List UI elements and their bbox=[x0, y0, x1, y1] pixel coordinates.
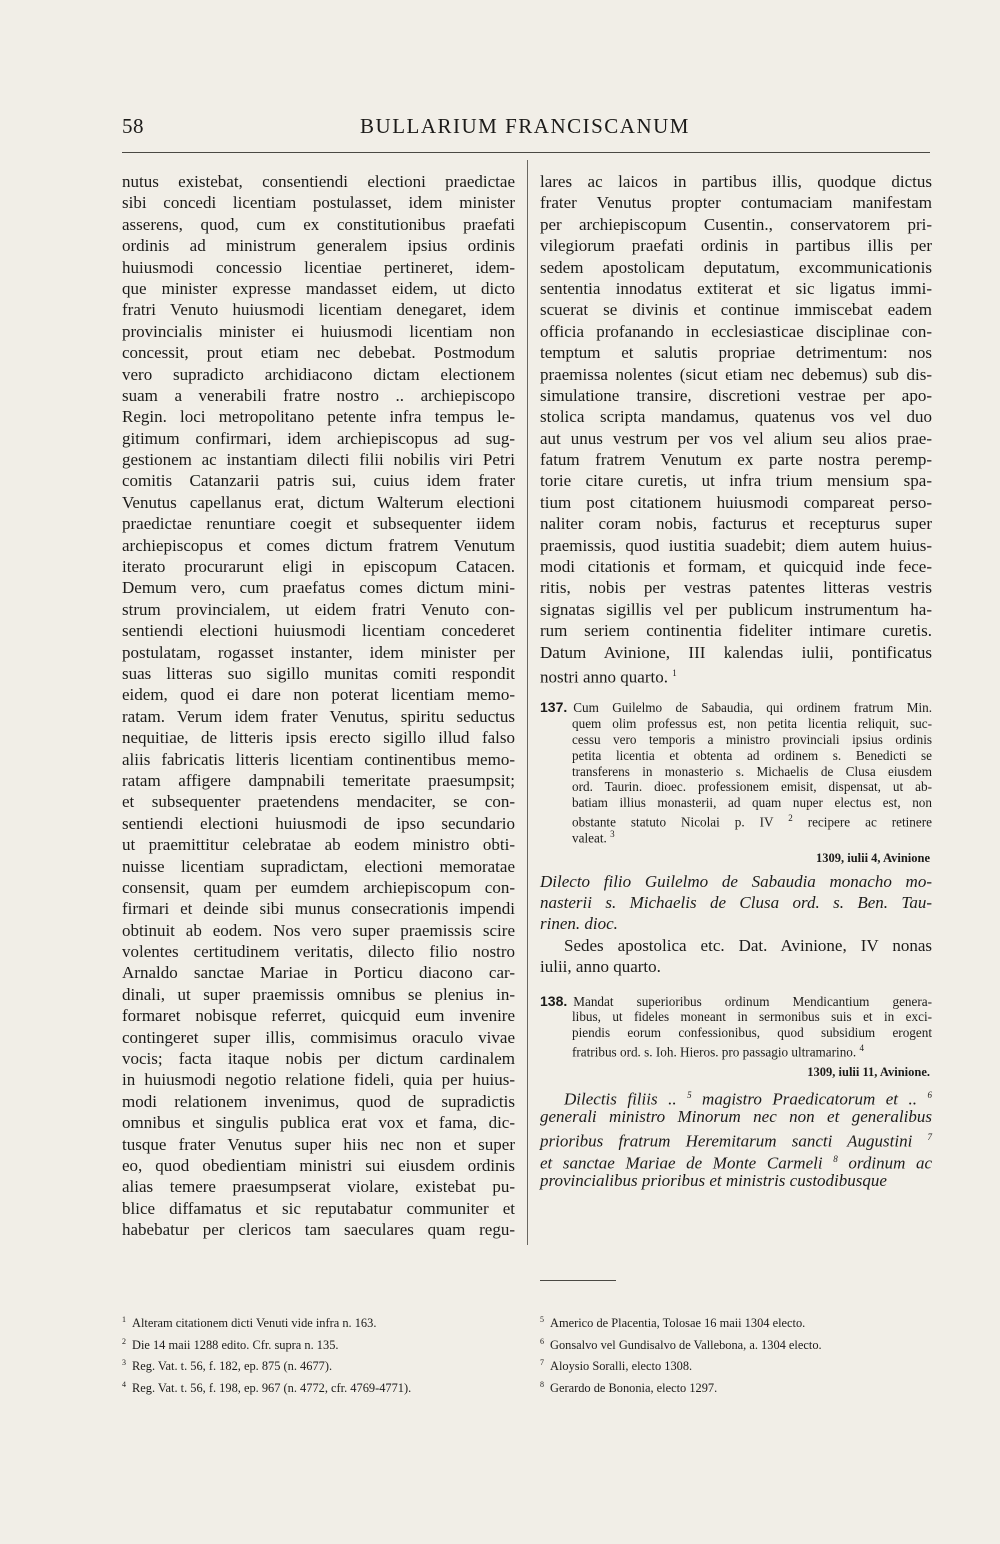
footnote-text: Americo de Placentia, Tolosae 16 maii 1304 electo. bbox=[550, 1316, 806, 1331]
running-title: BULLARIUM FRANCISCANUM bbox=[360, 114, 690, 138]
footnote-marker: 8 bbox=[540, 1379, 544, 1389]
footnote-ref: 4 bbox=[859, 1042, 864, 1053]
footnote-ref: 7 bbox=[927, 1132, 933, 1143]
text-line: et subsequenter praetendens mendaciter, se con- bbox=[122, 792, 515, 812]
text-line: Venutus capellanus erat, dictum Walterum electioni bbox=[122, 492, 515, 512]
footnote bbox=[122, 1311, 517, 1333]
left-column bbox=[122, 171, 515, 1241]
text-fragment: fratribus ord. s. Ioh. Hieros. pro passagio ultramarino. bbox=[572, 1044, 857, 1060]
text-fragment: Dilectis filiis .. bbox=[564, 1089, 677, 1109]
text-line bbox=[540, 1149, 933, 1173]
text-line: strum provincialem, ut eidem fratri Venuto con- bbox=[122, 599, 515, 619]
text-fragment: nostri anno quarto. bbox=[540, 667, 668, 687]
text-line: praedictae renuntiare coegit et subsequenter iidem bbox=[122, 514, 515, 534]
footnote-text: Gerardo de Bononia, electo 1297. bbox=[550, 1381, 718, 1395]
text-line: contingeret super illis, commisimus oraculo vivae bbox=[122, 1027, 515, 1047]
footnote-ref: 6 bbox=[927, 1089, 933, 1100]
text-line: nasterii s. Michaelis de Clusa ord. s. Ben. Tau- bbox=[540, 892, 932, 912]
text-line: praemissa nolentes (sicut etiam nec debemus) sub dis- bbox=[540, 364, 932, 384]
text-line: sibi concedi licentiam postulasset, idem minister bbox=[122, 193, 515, 213]
text-line: eo, quod obedientiam ministri sui eiusdem ordinis bbox=[122, 1155, 515, 1175]
text-fragment: recipere ac retinere bbox=[807, 814, 933, 830]
text-line: archiepiscopus et comes dictum fratrem Venutum bbox=[122, 535, 515, 555]
footnote bbox=[540, 1333, 932, 1355]
text-line: dinali, ut super praemissis omnibus se plenius in- bbox=[122, 984, 515, 1004]
text-line: nutus existebat, consentiendi electioni praedictae bbox=[122, 172, 515, 191]
text-line: Regin. loci metropolitano petente infra tempus le- bbox=[122, 407, 515, 427]
column-divider bbox=[527, 160, 528, 1245]
entry-137 bbox=[540, 700, 932, 977]
text-line: gitimum confirmari, idem archiepiscopus ad sug- bbox=[122, 428, 515, 448]
summary-line bbox=[540, 811, 933, 830]
text-line: Demum vero, cum praefatus comes dictum mini- bbox=[122, 578, 515, 598]
text-line: nuisse licentiam supradictam, electioni memoratae bbox=[122, 856, 515, 876]
entry-number: 138. bbox=[540, 992, 568, 1009]
text-line: vilegiorum praefati ordinis in partibus illis per bbox=[540, 236, 932, 256]
footnote-ref: 8 bbox=[833, 1153, 838, 1164]
footnotes-right bbox=[540, 1311, 932, 1398]
text-line: asserens, quod, cum ex constitutionibus praefati bbox=[122, 214, 515, 234]
text-line: aut unus vestrum per vos vel alium seu alios prae- bbox=[540, 428, 932, 448]
text-line: ritis, nobis per vestras patentes litteras vestris bbox=[540, 578, 932, 598]
text-line: omnibus et singulis publica erat vox et fama, dic- bbox=[122, 1113, 515, 1133]
summary-line bbox=[540, 1041, 932, 1060]
text-line: ut praemittitur celebratae ab eodem ministro obti- bbox=[122, 835, 515, 855]
text-line: Arnaldo sanctae Mariae in Porticu diacono car- bbox=[122, 963, 515, 983]
text-line: simulatione transire, discretioni vestrae per apo- bbox=[540, 385, 932, 405]
text-line: nequitiae, de litteris ipsis erecto sigillo illud falso bbox=[122, 728, 515, 748]
summary-line: ord. Taurin. dioec. professionem emisit, dispensat, ut ab- bbox=[572, 779, 932, 795]
text-line: temptum et salutis propriae detrimentum: nos bbox=[540, 343, 932, 363]
footnote-rule bbox=[540, 1280, 616, 1281]
entry-number: 137. bbox=[540, 699, 568, 716]
text-line: provincialibus prioribus et ministris custodibusque bbox=[540, 1171, 887, 1191]
text-line: Dilecto filio Guilelmo de Sabaudia monacho mo- bbox=[540, 871, 932, 891]
text-line: rinen. dioc. bbox=[540, 914, 618, 934]
footnote-ref: 2 bbox=[788, 812, 793, 823]
footnote bbox=[540, 1376, 932, 1398]
text-line: sentiendi electioni huiusmodi licentiam concederet bbox=[122, 621, 515, 641]
text-line: scuerat se divinis et continue immiscebat eadem bbox=[540, 300, 932, 320]
text-line: modi relationem invenimus, quod de supradictis bbox=[122, 1091, 515, 1111]
footnote-marker: 2 bbox=[122, 1336, 126, 1346]
footnote bbox=[122, 1354, 517, 1376]
page-number: 58 bbox=[122, 114, 144, 138]
text-line: sentiendi electioni huiusmodi de ipso secundario bbox=[122, 813, 515, 833]
text-line: iterato procurarunt eligi in episcopum Catacen. bbox=[122, 557, 515, 577]
text-line: in huiusmodi negotio relatione fideli, quia per huius- bbox=[122, 1070, 515, 1090]
text-line: habebatur per clericos tam saeculares quam regu- bbox=[122, 1220, 515, 1240]
text-line: que minister expresse mandasset eidem, ut dicto bbox=[122, 278, 515, 298]
text-fragment: obstante statuto Nicolai p. IV bbox=[572, 814, 774, 830]
summary-line: batiam illius monasterii, ad quam nuper electus est, non bbox=[572, 795, 932, 811]
text-line: tium post citationem huiusmodi compareat perso- bbox=[540, 492, 932, 512]
text-fragment: magistro Praedicatorum et .. bbox=[702, 1089, 918, 1109]
text-line: volentes certitudinem veritatis, dilecto filio nostro bbox=[122, 942, 515, 962]
footnotes-left bbox=[122, 1311, 517, 1398]
right-column bbox=[540, 171, 932, 1192]
footnote bbox=[122, 1376, 517, 1398]
text-line: comitis Catanzarii patris sui, cuius idem frater bbox=[122, 471, 515, 491]
text-fragment: et sanctae Mariae de Monte Carmeli bbox=[540, 1153, 823, 1173]
text-line: iulii, anno quarto. bbox=[540, 957, 661, 977]
text-line: huiusmodi concessio licentiae pertineret, idem- bbox=[122, 257, 515, 277]
header-rule bbox=[122, 152, 930, 153]
text-line: tusque frater Venutus super hiis nec non et super bbox=[122, 1134, 515, 1154]
footnote-text: Alteram citationem dicti Venuti vide infra n. 163. bbox=[132, 1316, 377, 1331]
page-header bbox=[122, 114, 928, 144]
text-line: signatas sigillis vel per publicum instrumentum ha- bbox=[540, 599, 932, 619]
text-line: sententia innodatus extiterat et sic ligatus immi- bbox=[540, 278, 932, 298]
text-line: frater Venutus propter contumaciam manifestam bbox=[540, 193, 932, 213]
text-line bbox=[540, 663, 932, 687]
footnote-marker: 6 bbox=[540, 1336, 544, 1346]
text-line: ratam affigere dampnabili temeritate praesumpsit; bbox=[122, 770, 515, 790]
text-line: consensit, quam per eumdem archiepiscopum con- bbox=[122, 877, 515, 897]
text-line: praemissis, quod iustitia suadebit; diem autem huius- bbox=[540, 535, 932, 555]
text-line: lares ac laicos in partibus illis, quodque dictus bbox=[540, 172, 932, 191]
footnote-ref: 5 bbox=[687, 1089, 692, 1100]
footnote-text: Die 14 maii 1288 edito. Cfr. supra n. 135. bbox=[132, 1337, 339, 1352]
text-line: Datum Avinione, III kalendas iulii, pontificatus bbox=[540, 642, 932, 662]
entry-address bbox=[540, 871, 932, 935]
footnote-marker: 7 bbox=[540, 1358, 544, 1368]
text-fragment: prioribus fratrum Heremitarum sancti Augustini bbox=[540, 1132, 913, 1152]
text-line bbox=[540, 1085, 933, 1109]
text-line: blice diffamatus et sic reputabatur communiter et bbox=[122, 1198, 515, 1218]
text-line: aliis fabricatis litteris licentiam continentibus memo- bbox=[122, 749, 515, 769]
text-line: officia profanando in ecclesiasticae disciplinae con- bbox=[540, 321, 932, 341]
text-line: vocis; facta itaque nobis per dictum cardinalem bbox=[122, 1049, 515, 1069]
entry-address bbox=[540, 1085, 932, 1192]
text-line: per archiepiscopum Cusentin., conservatorem pri- bbox=[540, 214, 932, 234]
text-line: stolica scripta mandamus, quatenus vos vel duo bbox=[540, 407, 932, 427]
text-line: rum seriem continentia fideliter intimare curetis. bbox=[540, 621, 932, 641]
footnote-text: Aloysio Soralli, electo 1308. bbox=[550, 1359, 693, 1374]
text-line: vero supradicto archidiacono dictam electionem bbox=[122, 364, 515, 384]
text-fragment: ordinum ac bbox=[848, 1153, 933, 1173]
summary-line: cessu vero temporis a ministro provinciali ipsius ordinis bbox=[572, 731, 932, 747]
text-line bbox=[540, 1127, 933, 1152]
text-line: gestionem ac instantiam dilecti filii nobilis viri Petri bbox=[122, 450, 515, 470]
text-line: suam a venerabili fratre nostro .. archiepiscopo bbox=[122, 385, 515, 405]
footnote-text: Gonsalvo vel Gundisalvo de Vallebona, a. 1304 electo. bbox=[550, 1337, 822, 1352]
footnote bbox=[540, 1354, 932, 1376]
text-line: fratri Venuto huiusmodi licentiam denegaret, idem bbox=[122, 300, 515, 320]
text-line: generali ministro Minorum nec non et generalibus bbox=[540, 1107, 932, 1127]
text-line: postulatam, rogasset instanter, idem minister per bbox=[122, 642, 515, 662]
summary-line: transferens in monasterio s. Michaelis de Clusa eiusdem bbox=[572, 763, 932, 779]
summary-line: quem olim professus est, non petita licentia reliquit, suc- bbox=[572, 716, 932, 732]
footnote bbox=[122, 1333, 517, 1355]
text-line: Sedes apostolica etc. Dat. Avinione, IV nonas bbox=[564, 935, 932, 955]
footnote-text: Reg. Vat. t. 56, f. 182, ep. 875 (n. 4677). bbox=[132, 1359, 333, 1374]
text-fragment: Cum Guilelmo de Sabaudia, qui ordinem fratrum Min. bbox=[573, 700, 932, 716]
footnote-ref: 1 bbox=[672, 667, 677, 678]
text-line: ordinis ad ministrum generalem ipsius ordinis bbox=[122, 236, 515, 256]
footnote-ref: 3 bbox=[610, 828, 615, 839]
text-line: concessit, prout etiam nec debebat. Postmodum bbox=[122, 343, 515, 363]
text-fragment: valeat. bbox=[572, 830, 607, 846]
entry-date: 1309, iulii 4, Avinione bbox=[815, 850, 930, 865]
summary-line: petita licentia et obtenta ad ordinem s. Benedicti se bbox=[572, 747, 932, 763]
entry-date: 1309, iulii 11, Avinione. bbox=[807, 1064, 930, 1079]
footnote-marker: 1 bbox=[122, 1315, 126, 1324]
summary-line: libus, ut fideles moneant in sermonibus suis et in exci- bbox=[572, 1009, 932, 1025]
summary-line bbox=[540, 994, 932, 1010]
entry-138 bbox=[540, 994, 932, 1192]
footnote-marker: 4 bbox=[122, 1379, 126, 1389]
text-line: obtinuit ab eodem. Nos vero super praemissis scire bbox=[122, 920, 515, 940]
footnote-marker: 5 bbox=[540, 1315, 544, 1324]
text-line: sedem apostolicam deputatum, excommunicationis bbox=[540, 257, 932, 277]
text-line: naliter coram nobis, facturus et recepturus super bbox=[540, 514, 932, 534]
text-line: torie citare curetis, ut infra trium mensium spa- bbox=[540, 471, 932, 491]
text-line: provincialis minister ei huiusmodi licentiam non bbox=[122, 321, 515, 341]
summary-line: piendis eorum confessionibus, quod subsidium erogent bbox=[572, 1025, 932, 1041]
text-line: formaret nobisque referret, quicquid eum invenire bbox=[122, 1006, 515, 1026]
footnote bbox=[540, 1311, 932, 1333]
text-line: alias temere praesumpserat violare, existebat pu- bbox=[122, 1177, 515, 1197]
text-line: suas litteras suo sigillo munitas comiti respondit bbox=[122, 663, 515, 683]
text-line: ratam. Verum idem frater Venutus, spiritu seductus bbox=[122, 706, 515, 726]
text-line: firmari et deinde sibi munus consecrationis impendi bbox=[122, 899, 515, 919]
footnote-marker: 3 bbox=[122, 1358, 126, 1368]
text-fragment: Mandat superioribus ordinum Mendicantium genera- bbox=[573, 993, 932, 1009]
summary-line bbox=[540, 700, 932, 716]
text-line: eidem, quod ei dare non poterat licentiam memo- bbox=[122, 685, 515, 705]
text-line: fatum fratrem Venutum ex parte nostra peremp- bbox=[540, 450, 932, 470]
text-line: modi citationis et formam, et quicquid inde fece- bbox=[540, 557, 932, 577]
footnote-text: Reg. Vat. t. 56, f. 198, ep. 967 (n. 4772, cfr. 4769-4771). bbox=[132, 1381, 412, 1395]
